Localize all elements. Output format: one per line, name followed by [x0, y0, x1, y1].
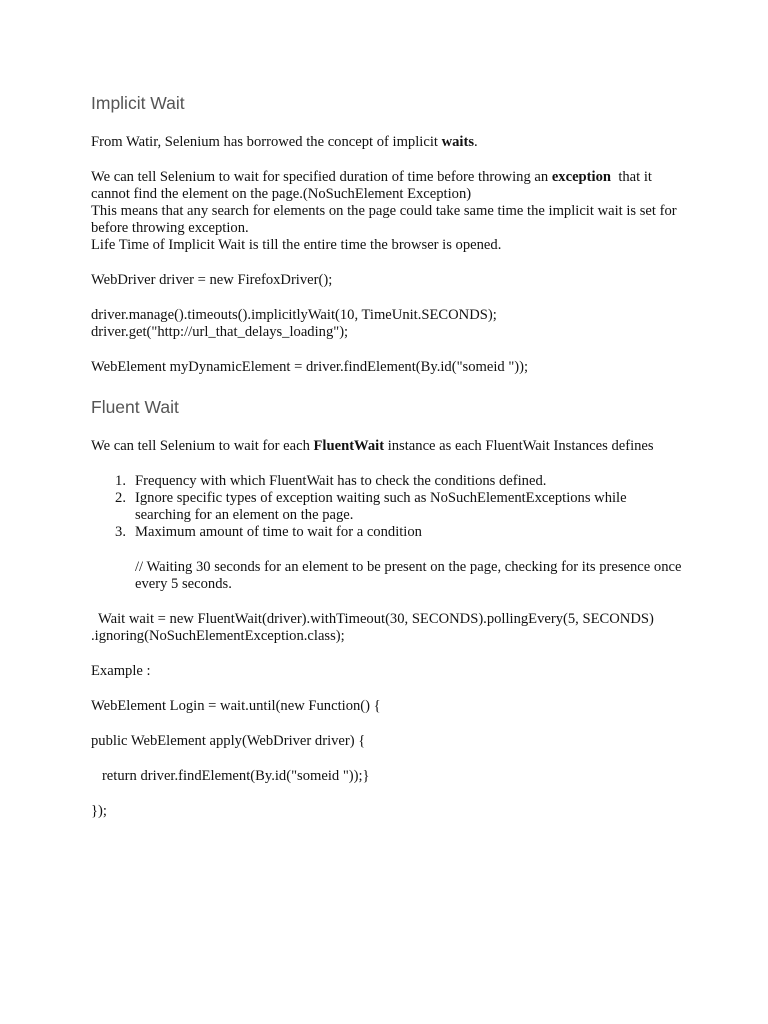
code-comment-line-1: // Waiting 30 seconds for an element to be present on the page, checking for its presence once [135, 559, 682, 575]
list-item-text-continued: searching for an element on the page. [135, 507, 354, 523]
implicit-wait-heading: Implicit Wait [91, 93, 185, 113]
fluent-intro-suffix: instance as each FluentWait Instances defines [384, 438, 654, 454]
implicit-para-bold: exception [551, 169, 612, 185]
list-item-number: 1. [115, 473, 126, 489]
list-item-text: Maximum amount of time to wait for a condition [135, 524, 422, 540]
implicit-para-line-2: cannot find the element on the page.(NoSuchElement Exception) [91, 186, 472, 202]
code-login: WebElement Login = wait.until(new Function() { [91, 698, 381, 714]
list-item-number: 3. [115, 524, 126, 540]
fluent-intro-bold: FluentWait [313, 438, 385, 454]
code-return: return driver.findElement(By.id("someid "));} [91, 768, 370, 784]
implicit-intro [91, 134, 478, 151]
list-item-text: Frequency with which FluentWait has to check the conditions defined. [135, 473, 547, 489]
code-fluent-wait-1: Wait wait = new FluentWait(driver).withTimeout(30, SECONDS).pollingEvery(5, SECONDS) [91, 611, 654, 627]
example-label: Example : [91, 663, 151, 679]
fluent-intro-text: We can tell Selenium to wait for each [91, 438, 314, 454]
code-dynamic-element: WebElement myDynamicElement = driver.findElement(By.id("someid ")); [91, 359, 529, 375]
code-comment-line-2: every 5 seconds. [135, 576, 232, 592]
implicit-para-line-3: This means that any search for elements on the page could take same time the implicit wait is set for [91, 203, 677, 219]
implicit-intro-bold: waits [441, 134, 475, 150]
fluent-wait-heading: Fluent Wait [91, 397, 179, 417]
list-item-number: 2. [115, 490, 126, 506]
code-fluent-wait-2: .ignoring(NoSuchElementException.class); [91, 628, 345, 644]
implicit-para-text: We can tell Selenium to wait for specified duration of time before throwing an [91, 169, 552, 185]
implicit-intro-suffix: . [474, 134, 478, 150]
list-item-text: Ignore specific types of exception waiting such as NoSuchElementExceptions while [135, 490, 627, 506]
implicit-para-line-1 [91, 169, 652, 186]
code-webdriver: WebDriver driver = new FirefoxDriver(); [91, 272, 333, 288]
code-driver-get: driver.get("http://url_that_delays_loading"); [91, 324, 349, 340]
code-implicitly-wait: driver.manage().timeouts().implicitlyWait(10, TimeUnit.SECONDS); [91, 307, 497, 323]
fluent-intro [91, 438, 654, 455]
implicit-para-line-5: Life Time of Implicit Wait is till the entire time the browser is opened. [91, 237, 502, 253]
implicit-para-line-4: before throwing exception. [91, 220, 249, 236]
code-apply: public WebElement apply(WebDriver driver) { [91, 733, 366, 749]
implicit-para-suffix: that it [611, 169, 652, 185]
implicit-intro-text: From Watir, Selenium has borrowed the concept of implicit [91, 134, 442, 150]
code-close: }); [91, 803, 107, 819]
